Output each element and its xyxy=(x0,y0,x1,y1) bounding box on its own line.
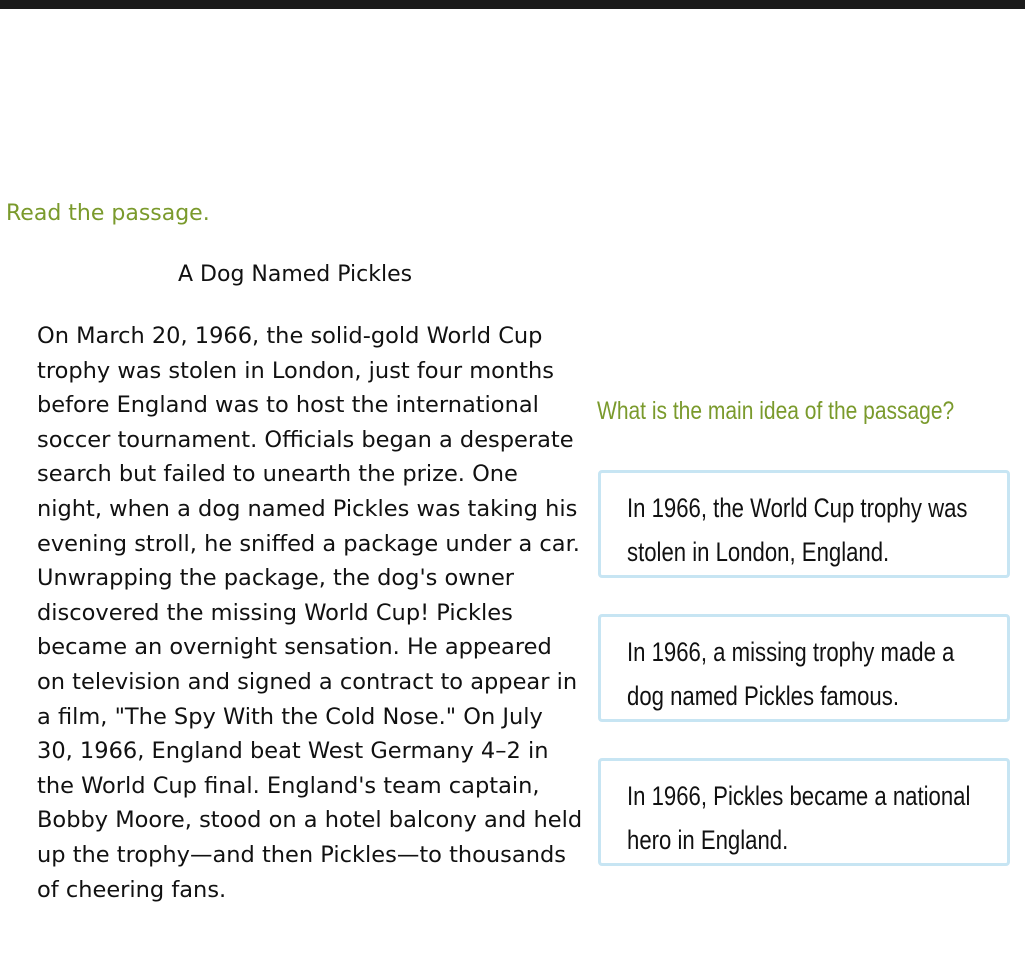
top-bar xyxy=(0,0,1025,9)
answer-option-1-text: In 1966, the World Cup trophy was stolen in London, England. xyxy=(627,493,968,567)
answer-option-2-text: In 1966, a missing trophy made a dog named Pickles famous. xyxy=(627,637,955,711)
answer-option-2[interactable] xyxy=(598,614,1010,722)
passage-title: A Dog Named Pickles xyxy=(178,262,413,287)
instruction-text: Read the passage. xyxy=(6,201,210,226)
passage-body: On March 20, 1966, the solid-gold World Cup trophy was stolen in London, just four months before England was to host the international soccer tournament. Officials began a desperate search but failed to unearth the prize. One night, when a dog named Pickles was taking his evening stroll, he sniffed a package under a car. Unwrapping the package, the dog's owner discovered the missing World Cup! Pickles became an overnight sensation. He appeared on television and signed a contract to appear in a film, "The Spy With the Cold Nose." On July 30, 1966, England beat West Germany 4–2 in the World Cup final. England's team captain, Bobby Moore, stood on a hotel balcony and held up the trophy—and then Pickles—to thousands of cheering fans. xyxy=(37,323,583,903)
answer-option-3-text: In 1966, Pickles became a national hero in England. xyxy=(627,781,971,855)
answer-option-1[interactable] xyxy=(598,470,1010,578)
question-prompt: What is the main idea of the passage? xyxy=(597,397,955,425)
answer-option-3[interactable] xyxy=(598,758,1010,866)
